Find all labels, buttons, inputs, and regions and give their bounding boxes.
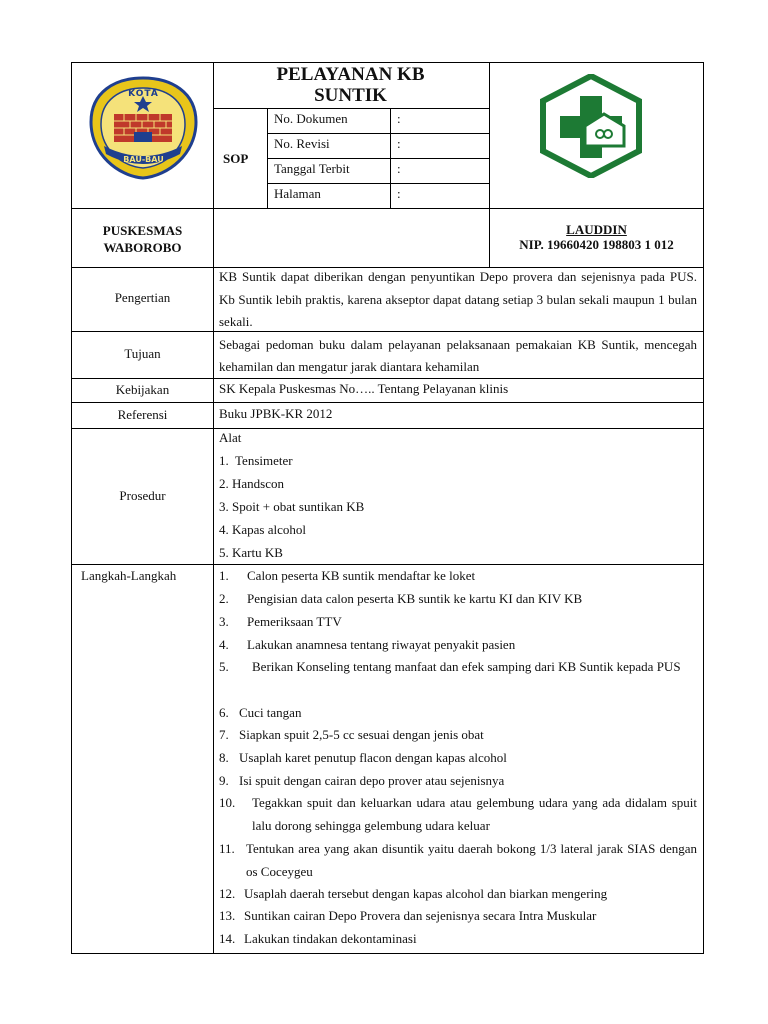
langkah-text: Calon peserta KB suntik mendaftar ke loket [247, 568, 476, 583]
field-tanggal-terbit-label: Tanggal Terbit [274, 161, 350, 176]
field-no-dokumen-label: No. Dokumen [274, 111, 348, 126]
field-no-dokumen-value: : [397, 111, 401, 126]
prosedur-item: 5. Kartu KB [219, 545, 283, 560]
langkah-item [219, 611, 697, 634]
text-referensi: Buku JPBK-KR 2012 [219, 406, 333, 421]
langkah-text: Siapkan spuit 2,5-5 cc sesuai dengan jenis obat [239, 727, 484, 742]
prosedur-item: 2. Handscon [219, 476, 284, 491]
langkah-number: 4. [219, 637, 229, 652]
text-pengertian: KB Suntik dapat diberikan dengan penyuntikan Depo provera dan sejenisnya pada PUS. Kb Suntik lebih praktis, karena akseptor dapat datang setiap 3 bulan sekali maupun 1 bulan sekali. [219, 269, 697, 330]
langkah-number: 11. [219, 841, 235, 856]
text-kebijakan: SK Kepala Puskesmas No….. Tentang Pelayanan klinis [219, 381, 509, 396]
langkah-number: 14. [219, 931, 236, 946]
langkah-item [219, 905, 697, 928]
prosedur-item: 4. Kapas alcohol [219, 522, 307, 537]
langkah-item [219, 838, 697, 883]
langkah-number: 6. [219, 705, 229, 720]
label-tujuan: Tujuan [124, 346, 161, 361]
langkah-item [219, 588, 697, 611]
langkah-text: Tentukan area yang akan disuntik yaitu daerah bokong 1/3 lateral jarak SIAS dengan os Coceygeu [246, 841, 697, 879]
field-no-revisi-value: : [397, 136, 401, 151]
prosedur-item: 3. Spoit + obat suntikan KB [219, 499, 365, 514]
langkah-text: Pengisian data calon peserta KB suntik ke kartu KI dan KIV KB [247, 591, 583, 606]
langkah-number: 13. [219, 908, 236, 923]
emblem-top-text: KOTA [128, 89, 159, 99]
langkah-item [219, 724, 697, 747]
field-halaman-value: : [397, 186, 401, 201]
label-kebijakan: Kebijakan [115, 382, 170, 397]
sop-label: SOP [223, 151, 249, 166]
langkah-number: 9. [219, 773, 229, 788]
langkah-text: Cuci tangan [239, 705, 302, 720]
langkah-text: Berikan Konseling tentang manfaat dan efek samping dari KB Suntik kepada PUS [252, 659, 681, 674]
label-prosedur: Prosedur [119, 488, 166, 503]
langkah-text: Usaplah karet penutup flacon dengan kapas alcohol [239, 750, 507, 765]
field-no-revisi-label: No. Revisi [274, 136, 330, 151]
emblem-bottom-text: BAU-BAU [123, 155, 164, 164]
langkah-number: 5. [219, 659, 229, 674]
langkah-item [219, 656, 697, 679]
langkah-text: Isi spuit dengan cairan depo prover atau sejenisnya [239, 773, 505, 788]
langkah-item [219, 634, 697, 657]
langkah-item [219, 702, 697, 725]
label-pengertian: Pengertian [114, 290, 171, 305]
langkah-text: Tegakkan spuit dan keluarkan udara atau gelembung udara yang ada didalam spuit lalu dorong sehingga gelembung udara keluar [252, 795, 697, 833]
org-name-line1: PUSKESMAS [102, 223, 183, 238]
langkah-number: 2. [219, 591, 229, 606]
langkah-item [219, 792, 697, 837]
langkah-item [219, 565, 697, 588]
city-emblem-logo [86, 74, 201, 182]
langkah-number: 10. [219, 795, 236, 810]
langkah-number: 7. [219, 727, 229, 742]
langkah-number: 8. [219, 750, 229, 765]
langkah-item [219, 770, 697, 793]
langkah-item [219, 747, 697, 770]
langkah-text: Pemeriksaan TTV [247, 614, 342, 629]
langkah-item [219, 883, 697, 906]
label-langkah: Langkah-Langkah [81, 568, 177, 583]
langkah-text: Usaplah daerah tersebut dengan kapas alcohol dan biarkan mengering [244, 886, 608, 901]
signer-nip: NIP. 19660420 198803 1 012 [519, 237, 674, 252]
label-referensi: Referensi [117, 407, 168, 422]
document-title: PELAYANAN KB SUNTIK [276, 64, 425, 106]
field-tanggal-terbit-value: : [397, 161, 401, 176]
langkah-text: Lakukan tindakan dekontaminasi [244, 931, 417, 946]
signer-name: LAUDDIN [566, 222, 627, 237]
prosedur-item: 1. Tensimeter [219, 453, 293, 468]
prosedur-heading: Alat [219, 430, 242, 445]
langkah-text: Lakukan anamnesa tentang riwayat penyakit pasien [247, 637, 516, 652]
langkah-number: 12. [219, 886, 236, 901]
langkah-number: 1. [219, 568, 229, 583]
langkah-item [219, 928, 697, 951]
org-name-line2: WABOROBO [103, 240, 182, 255]
puskesmas-logo [540, 74, 642, 178]
langkah-text: Suntikan cairan Depo Provera dan sejenisnya secara Intra Muskular [244, 908, 597, 923]
langkah-number: 3. [219, 614, 229, 629]
text-tujuan: Sebagai pedoman buku dalam pelayanan pelaksanaan pemakaian KB Suntik, mencegah kehamilan dan mengatur jarak diantara kehamilan [219, 337, 697, 374]
field-halaman-label: Halaman [274, 186, 321, 201]
